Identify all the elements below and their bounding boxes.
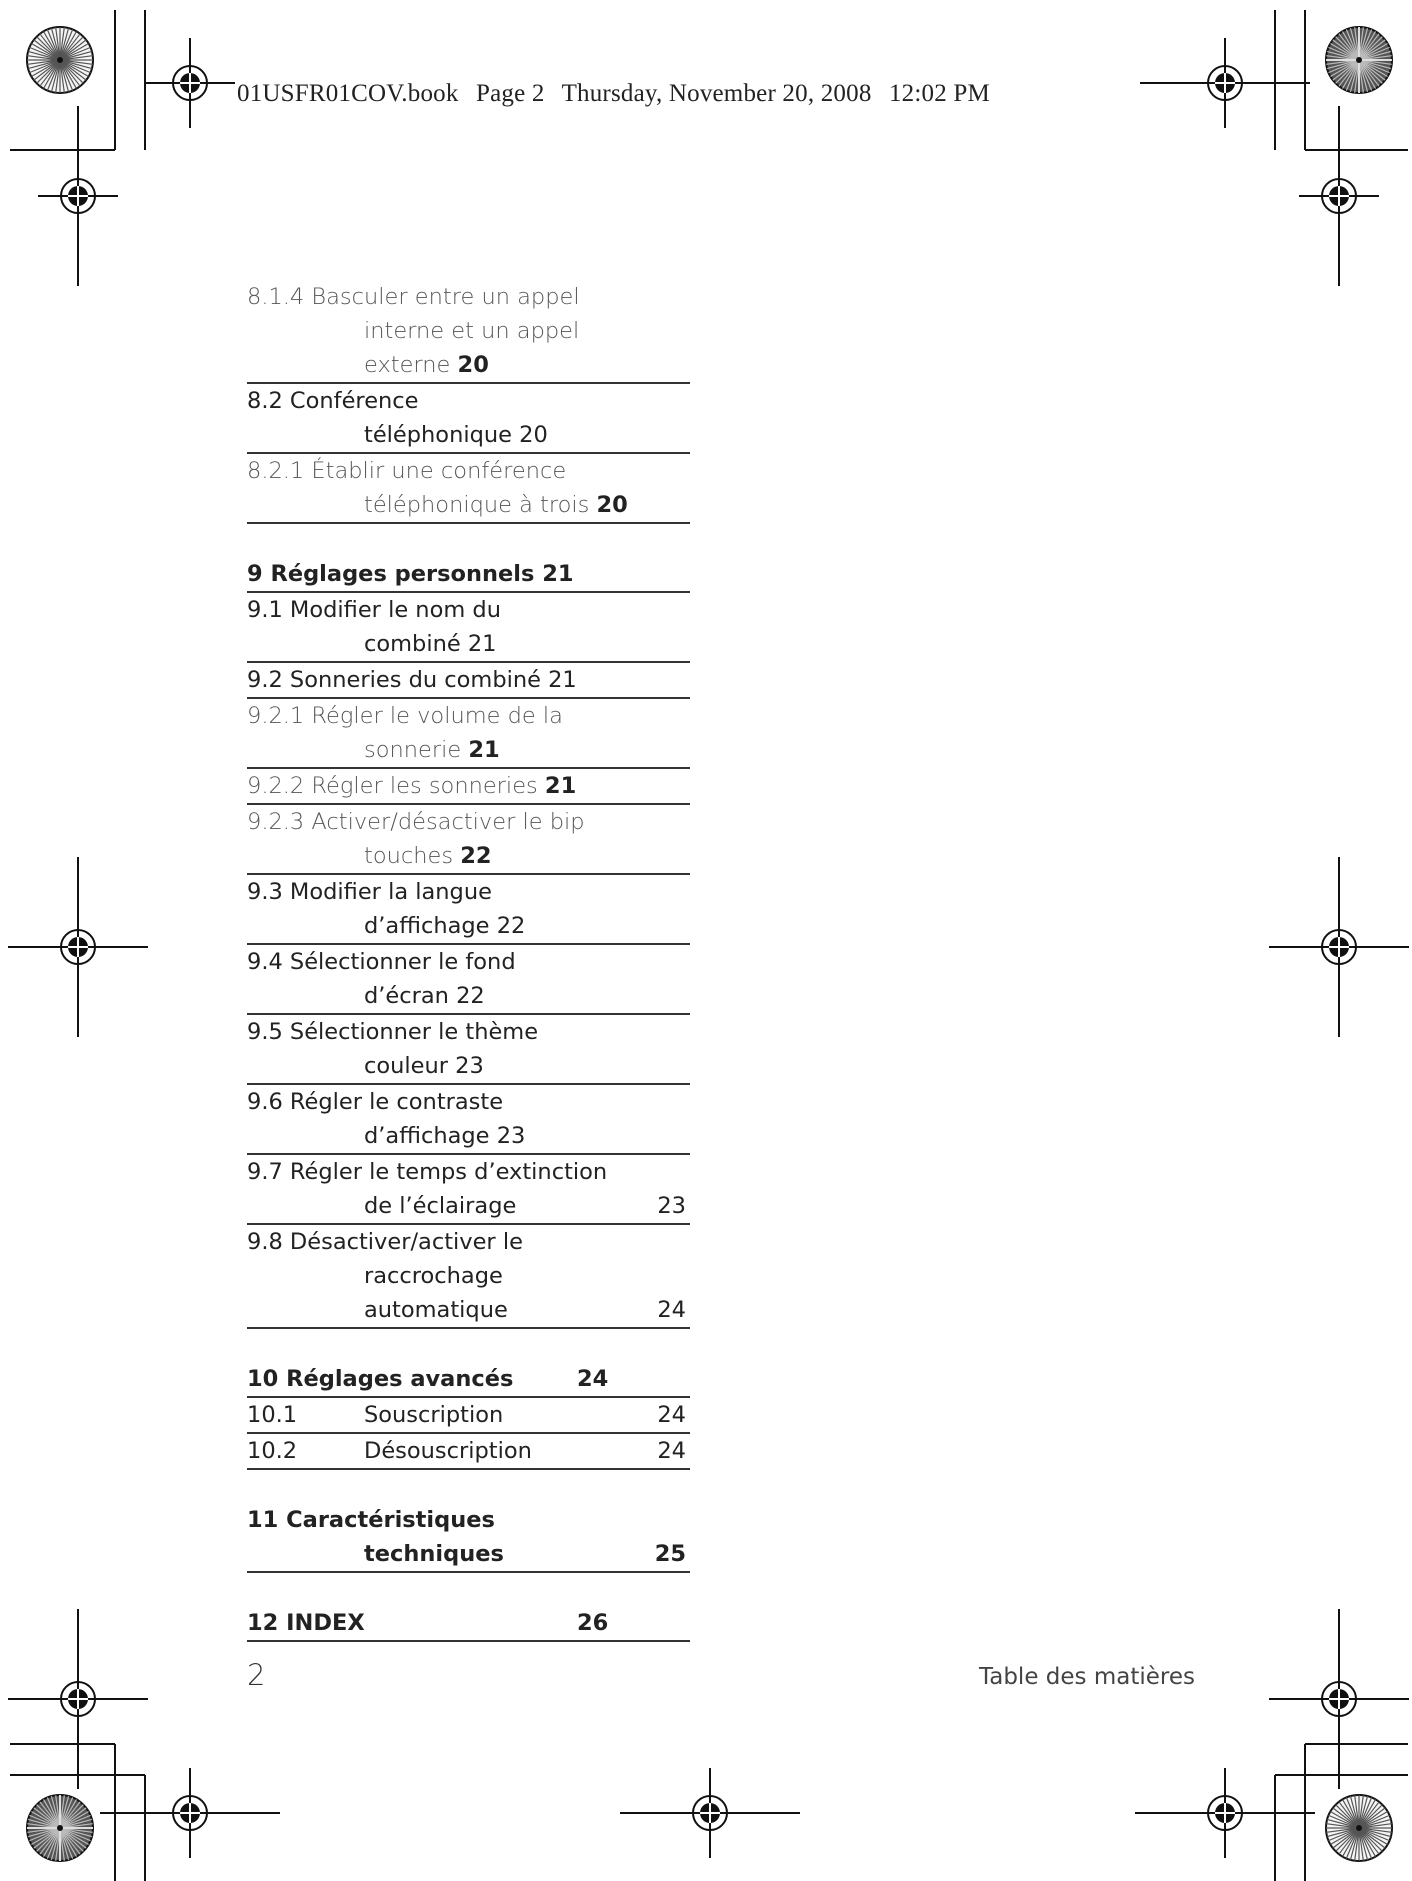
- toc-entry: [247, 1225, 690, 1329]
- toc-page: 21: [548, 667, 577, 693]
- toc-entry: [247, 769, 690, 805]
- running-footer-title: Table des matières: [979, 1664, 1195, 1690]
- toc-page: 23: [496, 1123, 526, 1149]
- toc-line: 9.7 Régler le temps d’extinction: [247, 1159, 608, 1185]
- toc-line: 10.2 Désouscription 24: [247, 1434, 690, 1468]
- toc-page: 24: [577, 1366, 609, 1392]
- toc-line: d’affichage 23: [364, 1123, 526, 1149]
- wheel-center: [57, 57, 63, 63]
- slug-file: 01USFR01COV.book: [237, 80, 459, 107]
- toc-entry: [247, 384, 690, 454]
- toc-entry: [247, 1155, 690, 1225]
- page-number: 2: [247, 1658, 266, 1692]
- toc-page: 24: [657, 1438, 686, 1464]
- toc-chapter: [247, 1503, 690, 1573]
- toc-entry: [247, 1434, 690, 1470]
- toc-line: 8.1.4 Basculer entre un appel: [247, 284, 580, 310]
- toc-line: 9.5 Sélectionner le thème: [247, 1019, 539, 1045]
- toc-line: 8.2.1 Établir une conférence: [247, 458, 567, 484]
- toc-line: 9.2.2 Régler les sonneries 21: [247, 773, 577, 799]
- toc-entry: [247, 1015, 690, 1085]
- toc-page: 24: [657, 1402, 686, 1428]
- toc-page: 21: [544, 773, 577, 799]
- toc-line: 12 INDEX 26: [247, 1606, 690, 1640]
- toc-entry: [247, 593, 690, 663]
- toc-entry: [247, 454, 690, 524]
- slug-page: Page 2: [476, 80, 545, 107]
- toc-line: d’affichage 22: [364, 913, 526, 939]
- toc-chapter: [247, 1362, 690, 1398]
- toc-entry: [247, 280, 690, 384]
- toc-line: 10 Réglages avancés 24: [247, 1362, 690, 1396]
- wheel-center: [1356, 1825, 1362, 1831]
- toc-page: 23: [657, 1193, 686, 1219]
- toc-line: 10.1 Souscription 24: [247, 1398, 690, 1432]
- toc-line: 9.1 Modifier le nom du: [247, 597, 501, 623]
- toc-line: interne et un appel: [364, 318, 580, 344]
- toc-line: 11 Caractéristiques: [247, 1507, 495, 1533]
- toc-page: 21: [467, 631, 497, 657]
- toc-page: 20: [519, 422, 548, 448]
- toc-page: 25: [654, 1541, 686, 1567]
- toc-entry: [247, 1085, 690, 1155]
- toc-line: couleur 23: [364, 1053, 484, 1079]
- toc-line: 8.2 Conférence: [247, 388, 419, 414]
- toc-line: externe 20: [364, 352, 489, 378]
- toc-line: 9.6 Régler le contraste: [247, 1089, 504, 1115]
- toc-page: 24: [657, 1297, 686, 1323]
- toc-line: automatique 24: [247, 1293, 690, 1327]
- toc-line: 9.2.3 Activer/désactiver le bip: [247, 809, 585, 835]
- toc-line: raccrochage: [364, 1263, 503, 1289]
- toc-line: d’écran 22: [364, 983, 485, 1009]
- toc-line: 9.4 Sélectionner le fond: [247, 949, 516, 975]
- toc-entry: [247, 945, 690, 1015]
- toc-page: 22: [456, 983, 485, 1009]
- toc-chapter: [247, 557, 690, 593]
- toc-line: sonnerie 21: [364, 737, 500, 763]
- toc-line: téléphonique à trois 20: [364, 492, 628, 518]
- toc-line: techniques 25: [247, 1537, 690, 1571]
- toc-line: téléphonique 20: [364, 422, 548, 448]
- toc-chapter: [247, 1606, 690, 1642]
- toc-line: 9.8 Désactiver/activer le: [247, 1229, 523, 1255]
- table-of-contents: [247, 280, 690, 1642]
- toc-page: 26: [577, 1610, 609, 1636]
- toc-line: 9.3 Modifier la langue: [247, 879, 492, 905]
- toc-page: 22: [496, 913, 526, 939]
- toc-entry: [247, 805, 690, 875]
- toc-line: 9.2 Sonneries du combiné 21: [247, 667, 577, 693]
- toc-entry: [247, 875, 690, 945]
- wheel-center: [1356, 57, 1362, 63]
- toc-page: 20: [596, 492, 628, 518]
- slug-date: Thursday, November 20, 2008: [561, 80, 872, 107]
- toc-page: 21: [542, 561, 574, 587]
- slug-time: 12:02 PM: [888, 80, 990, 107]
- toc-page: 21: [468, 737, 500, 763]
- toc-entry: [247, 1398, 690, 1434]
- toc-page: 23: [455, 1053, 484, 1079]
- toc-line: 9.2.1 Régler le volume de la: [247, 703, 563, 729]
- toc-entry: [247, 699, 690, 769]
- toc-line: 9 Réglages personnels 21: [247, 561, 574, 587]
- toc-page: 20: [457, 352, 489, 378]
- toc-page: 22: [460, 843, 492, 869]
- toc-entry: [247, 663, 690, 699]
- print-slug: [237, 80, 1001, 108]
- toc-line: de l’éclairage 23: [247, 1189, 690, 1223]
- toc-line: combiné 21: [364, 631, 497, 657]
- wheel-center: [57, 1825, 63, 1831]
- toc-line: touches 22: [364, 843, 492, 869]
